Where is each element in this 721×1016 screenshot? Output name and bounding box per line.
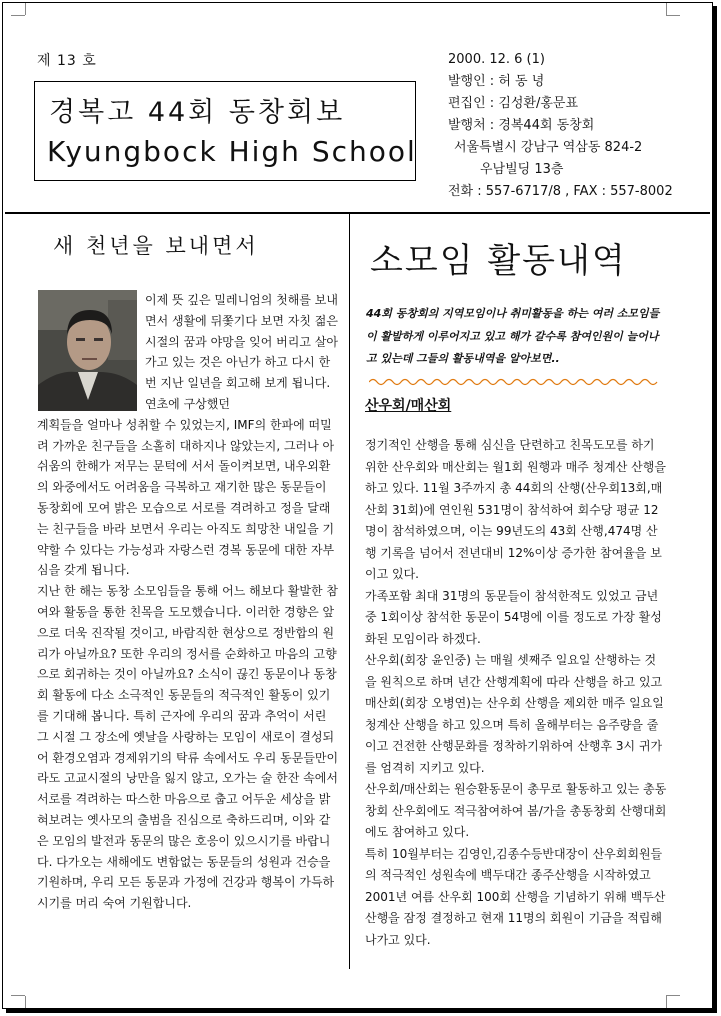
right-paragraph: 정기적인 산행을 통해 심신을 단련하고 친목도모를 하기 위한 산우회와 매산회는 월1회 원행과 매주 청계산 산행을 하고 있다. 11월 3주까지 총 44회의 산행(산우회13회,매산회 31회)에 연인원 531명이 참석하여 회수당 평균 12명이 참석하였으며, 이는 99년도의 43회 산행,474명 산행 기록을 넘어서 전년대비 12%이상 증가한 참여율을 보이고 있다.: [365, 438, 666, 581]
right-paragraph: 산우회(회장 윤인중) 는 매월 셋째주 일요일 산행하는 것을 원칙으로 하며 년간 산행계획에 따라 산행을 하고 있고 매산회(회장 오병연)는 산우회 산행을 제외한 매주 일요일 청계산 산행을 하고 있으며 특히 올해부터는 음주량을 줄이고 건전한 산행문화를 정착하기위하여 산행후 3시 귀가를 엄격히 지키고 있다.: [365, 653, 664, 775]
left-wrapped-paragraph: 이제 뜻 깊은 밀레니엄의 첫해를 보내면서 생활에 뒤쫓기다 보면 자칫 젊은 시절의 꿈과 야망을 잊어 버리고 살아가고 있는 것은 아닌가 하고 다시 한번 지난 일년을 회고해 보게 됩니다. 연초에 구상했던: [145, 293, 338, 411]
crop-mark: [666, 15, 680, 16]
publication-info: [448, 49, 708, 203]
right-paragraph: 특히 10월부터는 김영인,김종수등반대장이 산우회회원들의 적극적인 성원속에 백두대간 종주산행을 시작하였고 2001년 여름 산우회 100회 산행을 기념하기 위해 백두산 산행을 잠정 결정하고 현재 11명의 회원이 기금을 적립해 나가고 있다.: [365, 846, 666, 947]
right-article-body: [365, 435, 667, 951]
left-article-title: 새 천년을 보내면서: [53, 234, 259, 258]
contact-line: 전화 : 557-6717/8 , FAX : 557-8002: [448, 184, 673, 199]
crop-mark: [666, 995, 680, 996]
masthead-korean-title: 경복고 44회 동창회보: [49, 97, 346, 128]
crop-mark: [11, 995, 25, 996]
newsletter-page: [2, 2, 713, 1009]
address-line-1: 서울특별시 강남구 역삼동 824-2: [454, 140, 643, 155]
crop-mark: [25, 996, 26, 1008]
right-paragraph: 가족포함 최대 31명의 동문들이 참석한적도 있었고 금년중 1회이상 참석한 동문이 54명에 이를 정도로 가장 활성화된 모임이라 하겠다.: [365, 588, 662, 646]
masthead-english-title: Kyungbock High School: [47, 135, 417, 168]
crop-mark: [666, 3, 667, 15]
masthead: [34, 81, 416, 181]
wavy-divider: [369, 377, 661, 387]
crop-mark: [666, 996, 667, 1008]
header-divider: [5, 212, 710, 214]
right-article-intro: 44회 동창회의 지역모임이나 취미활동을 하는 여러 소모임들이 활발하게 이루어지고 있고 해가 갈수록 참여인원이 늘어나고 있는데 그들의 활동내역을 알아보면..: [366, 307, 660, 365]
publisher-line: 발행인 : 허 동 녕: [448, 74, 545, 89]
section-heading: 산우회/매산회: [365, 398, 452, 414]
right-paragraph: 산우회/매산회는 원승환동문이 총무로 활동하고 있는 총동창회 산우회에도 적극참여하여 봄/가을 총동창회 산행대회에도 참여하고 있다.: [365, 782, 667, 839]
crop-mark: [25, 3, 26, 15]
right-article-title: 소모임 활동내역: [370, 241, 627, 281]
issuer-line: 발행처 : 경복44회 동창회: [448, 118, 595, 133]
address-line-2: 우남빌딩 13층: [480, 162, 564, 177]
issue-number: 제 13 호: [37, 53, 97, 69]
left-article-body: [37, 290, 339, 914]
editor-line: 편집인 : 김성환/홍문표: [448, 96, 579, 111]
crop-mark: [11, 15, 25, 16]
publication-date: 2000. 12. 6 (1): [448, 52, 545, 67]
left-paragraph-1: 계획들을 얼마나 성취할 수 있었는지, IMF의 한파에 떠밀려 가까운 친구들을 소홀히 대하지나 않았는지, 그러나 아쉬움의 한해가 저무는 문턱에 서서 돌이켜보면, 내우외환의 와중에서도 어려움을 극복하고 재기한 많은 동문들이 동창회에 모여 밝은 모습으로 서로를 격려하고 정을 달래는 친구들을 바라 보면서 우리는 아직도 희망찬 내일을 기약할 수 있다는 가능성과 자랑스런 경복 동문에 대한 자부심을 갖게 됩니다.: [37, 417, 335, 578]
left-paragraph-2: 지난 한 해는 동창 소모임들을 통해 어느 해보다 활발한 참여와 활동을 통한 친목을 도모했습니다. 이러한 경향은 앞으로 더욱 진작될 것이고, 바람직한 현상으로 정반합의 원리가 아닐까요? 또한 우리의 정서를 순화하고 마음의 고향으로 회귀하는 것이 아닐까요? 소식이 끊긴 동문이나 동창회 활동에 다소 소극적인 동문들의 적극적인 활동이 있기를 기대해 봅니다. 특히 근자에 우리의 꿈과 추억이 서린 그 시절 그 장소에 옛날을 사랑하는 모임이 새로이 결성되어 환경오염과 경제위기의 탁류 속에서도 우리 동문들만이라도 고교시절의 낭만을 잃지 않고, 오가는 술 한잔 속에서 서로를 격려하는 따스한 마음으로 춥고 어두운 세상을 밝혀보려는 옛사모의 출범을 진심으로 축하드리며, 이와 같은 모임의 발전과 동문의 많은 호응이 있으시기를 바랍니다. 다가오는 새해에도 변함없는 동문들의 성원과 건승을 기원하며, 우리 모든 동문과 가정에 건강과 행복이 가득하시기를 머리 숙여 기원합니다.: [37, 584, 339, 911]
column-divider: [349, 214, 350, 969]
